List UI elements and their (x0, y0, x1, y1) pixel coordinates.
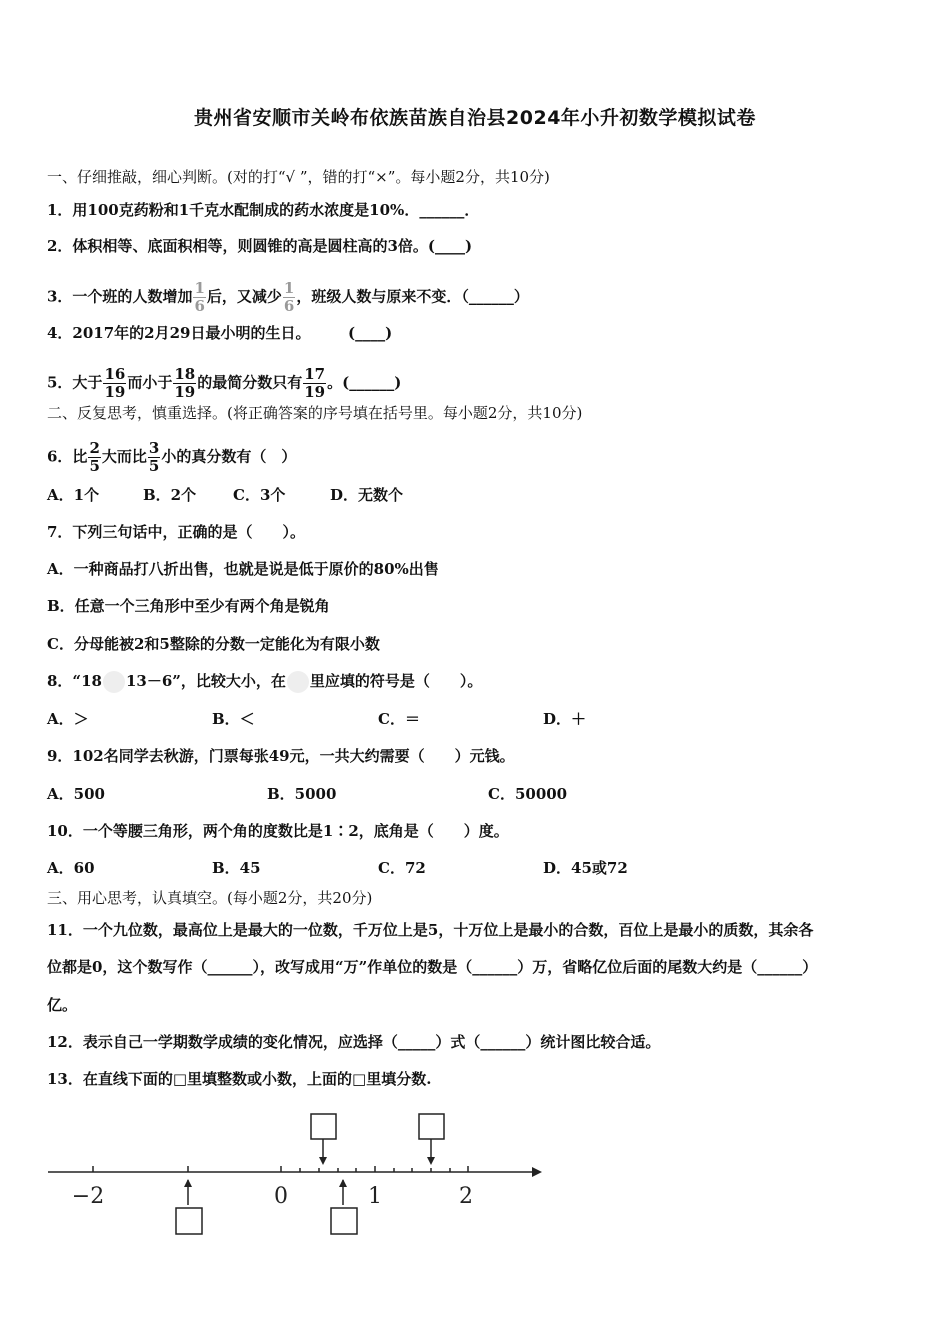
fraction: $\frac{2}{5}$ (89, 439, 100, 475)
answer-box-bottom-2 (331, 1208, 357, 1234)
question-1: 1．用100克药粉和1千克水配制成的药水浓度是10%．______． (47, 201, 480, 219)
q7-option-c: C．分母能被2和5整除的分数一定能化为有限小数 (47, 635, 380, 653)
section-3-header: 三、用心思考，认真填空。(每小题2分，共20分) (47, 889, 373, 907)
q6-option-d: D．无数个 (330, 486, 404, 504)
question-11-line-1: 11．一个九位数，最高位上是最大的一位数，千万位上是5，十万位上是最小的合数，百位上是最小的质数，其余各 (47, 921, 814, 939)
tick-label: 2 (459, 1184, 473, 1209)
q9-option-b: B．5000 (267, 785, 337, 803)
fraction: $\frac{1}{6}$ (283, 279, 295, 315)
q7-option-a: A．一种商品打八折出售，也就是说是低于原价的80%出售 (47, 560, 439, 578)
question-4: 4．2017年的2月29日最小明的生日。 (____) (47, 324, 393, 342)
question-8: 8．“18 13－6”，比较大小，在 里应填的符号是（ ）。 (47, 671, 482, 693)
q9-option-a: A．500 (47, 785, 105, 803)
question-9: 9．102名同学去秋游，门票每张49元，一共大约需要（ ）元钱。 (47, 747, 515, 765)
arrow-up-icon (184, 1179, 192, 1187)
question-6: 6．比 $\frac{2}{5}$ 大而比 $\frac{3}{5}$ 小的真分数有（ ） (47, 439, 297, 475)
answer-box-top-2 (419, 1114, 444, 1139)
tick-label: −2 (71, 1184, 105, 1209)
q6-option-b: B．2个 (143, 486, 197, 504)
q6-option-a: A．1个 (47, 486, 100, 504)
question-7: 7．下列三句话中，正确的是（ ）。 (47, 523, 305, 541)
fraction: $\frac{18}{19}$ (174, 365, 196, 401)
q10-option-a: A．60 (47, 859, 95, 877)
arrow-down-icon (319, 1157, 327, 1165)
arrow-up-icon (339, 1179, 347, 1187)
section-2-header: 二、反复思考，慎重选择。(将正确答案的序号填在括号里。每小题2分，共10分) (47, 404, 583, 422)
question-11-line-3: 亿。 (47, 996, 78, 1014)
axis-arrow-icon (532, 1167, 542, 1177)
section-1-header: 一、仔细推敲，细心判断。(对的打“√ ”，错的打“×”。每小题2分，共10分) (47, 168, 550, 186)
number-line-figure (40, 1105, 550, 1245)
q8-option-d: D．＋ (543, 710, 587, 728)
answer-box-bottom-1 (176, 1208, 202, 1234)
q8-option-b: B．＜ (212, 710, 255, 728)
question-2: 2．体积相等、底面积相等，则圆锥的高是圆柱高的3倍。(____) (47, 237, 473, 255)
blank-circle (103, 671, 125, 693)
question-11-line-2: 位都是0，这个数写作（______），改写成用“万”作单位的数是（______）万，省略亿位后面的尾数大约是（______） (47, 958, 818, 976)
fraction: $\frac{17}{19}$ (304, 365, 326, 401)
q6-option-c: C．3个 (233, 486, 286, 504)
fraction: $\frac{16}{19}$ (104, 365, 126, 401)
fraction: $\frac{3}{5}$ (148, 439, 160, 475)
q8-option-c: C．＝ (378, 710, 420, 728)
question-10: 10．一个等腰三角形，两个角的度数比是1∶2，底角是（ ）度。 (47, 822, 509, 840)
question-3: 3．一个班的人数增加 $\frac{1}{6}$ 后，又减少 $\frac{1}{6}$ ，班级人数与原来不变．（______） (47, 279, 529, 315)
q9-option-c: C．50000 (488, 785, 568, 803)
tick-label: 0 (274, 1184, 288, 1209)
q8-option-a: A．＞ (47, 710, 89, 728)
q10-option-d: D．45或72 (543, 859, 628, 877)
q10-option-b: B．45 (212, 859, 261, 877)
fraction: $\frac{1}{6}$ (194, 279, 205, 315)
question-5: 5．大于 $\frac{16}{19}$ 而小于 $\frac{18}{19}$ 的最简分数只有 $\frac{17}{19}$ 。(______) (47, 365, 402, 401)
arrow-down-icon (427, 1157, 435, 1165)
answer-box-top-1 (311, 1114, 336, 1139)
tick-label: 1 (368, 1184, 382, 1209)
question-13: 13．在直线下面的□里填整数或小数，上面的□里填分数. (47, 1070, 432, 1088)
blank-circle (287, 671, 309, 693)
page-title: 贵州省安顺市关岭布依族苗族自治县2024年小升初数学模拟试卷 (194, 107, 756, 129)
q7-option-b: B．任意一个三角形中至少有两个角是锐角 (47, 597, 330, 615)
q10-option-c: C．72 (378, 859, 426, 877)
question-12: 12．表示自己一学期数学成绩的变化情况，应选择（_____）式（______）统计图比较合适。 (47, 1033, 661, 1051)
